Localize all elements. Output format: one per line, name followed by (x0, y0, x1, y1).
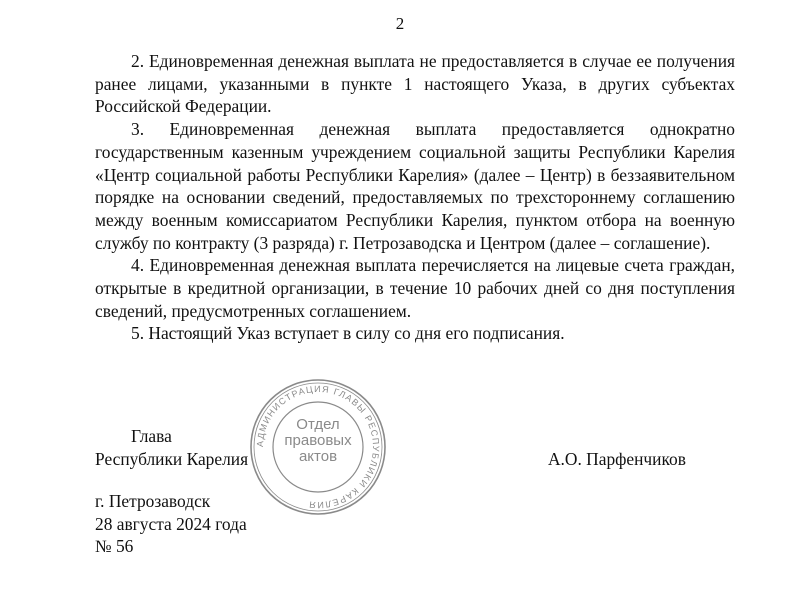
document-number: № 56 (95, 536, 134, 557)
document-date: 28 августа 2024 года (95, 513, 247, 534)
paragraph-3: 3. Единовременная денежная выплата предоставляется однократно государственным казенным учреждением социальной защиты Республики Карелия «Центр социальной работы Республики Карелия» (далее – Центр) в беззаявительном порядке на основании сведений, предоставляемых по трехстороннему соглашению между военным комиссариатом Республики Карелия, пунктом отбора на военную службу по контракту (3 разряда) г. Петрозаводска и Центром (далее – соглашение). (95, 119, 735, 253)
page-number: 2 (395, 14, 405, 33)
signature-block (95, 425, 248, 470)
document-city: г. Петрозаводск (95, 491, 211, 511)
paragraph-4: 4. Единовременная денежная выплата перечисляется на лицевые счета граждан, открытые в кредитной организации, в течение 10 рабочих дней со дня поступления сведений, предусмотренных соглашением. (95, 255, 735, 321)
signer-title-line-2: Республики Карелия (95, 448, 249, 469)
signer-name: А.О. Парфенчиков (548, 449, 686, 469)
stamp-ring-text: АДМИНИСТРАЦИЯ ГЛАВЫ РЕСПУБЛИКИ КАРЕЛИЯ (254, 383, 382, 511)
paragraph-5: 5. Настоящий Указ вступает в силу со дня его подписания. (131, 323, 565, 344)
document-body (95, 50, 735, 345)
stamp-line-3: актов (298, 448, 338, 465)
paragraph-2: 2. Единовременная денежная выплата не предоставляется в случае ее получения ранее лицами, указанными в пункте 1 настоящего Указа, в других субъектах Российской Федерации. (95, 51, 735, 117)
stamp-line-1: Отдел (296, 416, 340, 433)
stamp-center-text (284, 417, 352, 465)
official-stamp (248, 377, 388, 517)
stamp-line-2: правовых (284, 432, 352, 449)
place-date-number (95, 490, 247, 558)
signer-title-line-1: Глава (131, 426, 172, 446)
